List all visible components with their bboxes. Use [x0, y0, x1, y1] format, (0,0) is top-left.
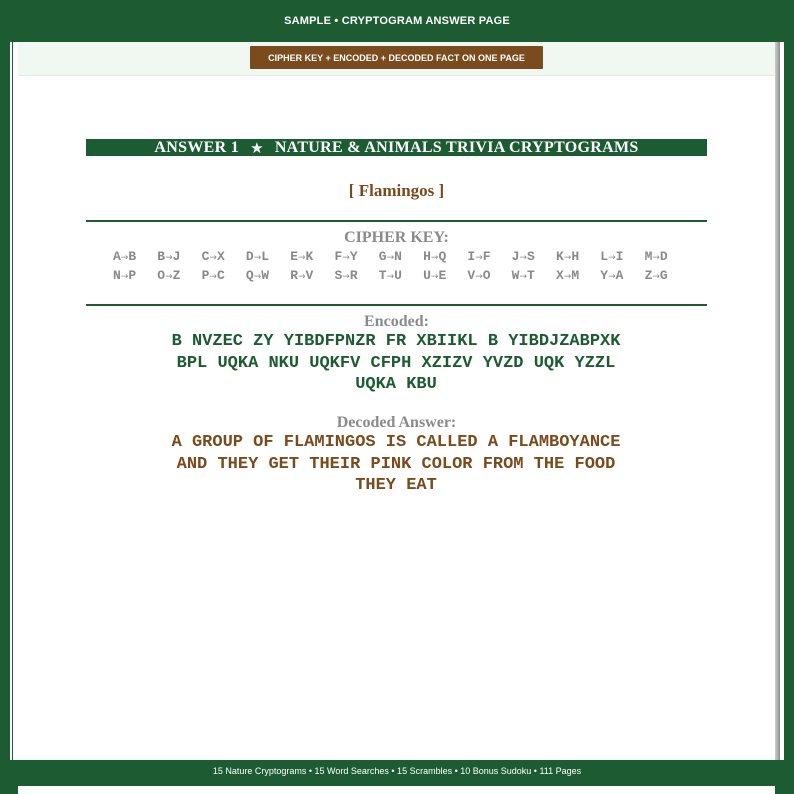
encoded-line: B NVZEC ZY YIBDFPNZR FR XBIIKL B YIBDJZABPXK — [171, 332, 621, 351]
plain-letter: I — [467, 249, 476, 264]
encoded-label: Encoded: — [364, 313, 429, 330]
cipher-letter: W — [261, 268, 270, 283]
puzzle-topic-title: [ Flamingos ] — [348, 181, 445, 200]
arrow-icon: → — [519, 253, 528, 263]
plain-letter: L — [600, 249, 609, 264]
answer-page — [18, 42, 775, 760]
footer-band — [0, 760, 794, 782]
cipher-letter: M — [571, 268, 580, 283]
cipher-letter: U — [394, 268, 402, 283]
cipher-letter: P — [128, 268, 137, 283]
frame-border-left — [8, 42, 10, 760]
encoded-line: UQKA KBU — [355, 375, 437, 394]
arrow-icon: → — [253, 272, 262, 282]
arrow-icon: → — [298, 272, 306, 282]
cipher-letter: C — [216, 268, 225, 283]
cipher-pair — [157, 249, 201, 266]
cipher-letter: E — [438, 268, 447, 283]
cipher-pair — [113, 249, 157, 266]
cipher-letter: J — [172, 249, 181, 264]
arrow-icon: → — [563, 272, 572, 282]
cipher-letter: I — [615, 249, 624, 264]
cipher-pair — [467, 268, 511, 285]
cipher-pair — [600, 249, 644, 266]
cipher-letter: S — [527, 249, 535, 264]
arrow-icon: → — [652, 272, 660, 282]
plain-letter: Y — [600, 268, 609, 283]
arrow-icon: → — [475, 272, 483, 282]
cipher-pair — [246, 268, 290, 285]
cipher-pair — [113, 268, 157, 285]
arrow-icon: → — [298, 253, 306, 263]
cipher-pair — [334, 249, 378, 266]
plain-letter: V — [467, 268, 476, 283]
cipher-letter: K — [305, 249, 314, 264]
cipher-pair — [423, 268, 467, 285]
arrow-icon: → — [120, 272, 129, 282]
next-page-edge — [18, 786, 775, 794]
cipher-pair — [379, 268, 423, 285]
arrow-icon: → — [342, 253, 350, 263]
arrow-icon: → — [165, 253, 173, 263]
arrow-icon: → — [519, 272, 528, 282]
plain-letter: Z — [644, 268, 653, 283]
encoded-text — [146, 331, 646, 396]
cipher-letter: H — [571, 249, 580, 264]
cipher-pair — [202, 249, 246, 266]
arrow-icon: → — [209, 253, 217, 263]
plain-letter: K — [555, 249, 564, 264]
frame-border-left-inner — [12, 42, 13, 760]
cipher-letter: O — [482, 268, 491, 283]
arrow-icon: → — [253, 253, 262, 263]
divider-top — [86, 220, 707, 222]
plain-letter: X — [555, 268, 564, 283]
plain-letter: O — [157, 268, 166, 283]
answer-heading — [86, 139, 707, 156]
cipher-letter: V — [305, 268, 314, 283]
arrow-icon: → — [652, 253, 660, 263]
cipher-letter: N — [394, 249, 402, 264]
decoded-line: A GROUP OF FLAMINGOS IS CALLED A FLAMBOYANCE — [171, 433, 621, 452]
cipher-letter: T — [527, 268, 535, 283]
plain-letter: M — [644, 249, 653, 264]
frame-border-right — [784, 42, 786, 760]
cipher-pair — [467, 249, 511, 266]
plain-letter: B — [157, 249, 166, 264]
arrow-icon: → — [120, 253, 129, 263]
arrow-icon: → — [475, 253, 483, 263]
cipher-pair — [512, 249, 556, 266]
cipher-letter: G — [659, 268, 668, 283]
arrow-icon: → — [386, 253, 395, 263]
arrow-icon: → — [430, 253, 439, 263]
encoded-line: BPL UQKA NKU UQKFV CFPH XZIZV YVZD UQK YZZL — [176, 353, 616, 373]
decoded-line: AND THEY GET THEIR PINK COLOR FROM THE FOOD — [176, 454, 616, 474]
answer-category: NATURE & ANIMALS TRIVIA CRYPTOGRAMS — [274, 138, 639, 156]
star-icon: ★ — [250, 138, 264, 157]
decoded-line: THEY EAT — [355, 476, 437, 495]
cipher-letter: X — [216, 249, 225, 264]
divider-middle — [86, 304, 707, 306]
cipher-pair — [290, 268, 334, 285]
arrow-icon: → — [608, 272, 616, 282]
plain-letter: P — [201, 268, 210, 283]
cipher-pair — [290, 249, 334, 266]
plain-letter: R — [290, 268, 298, 283]
decoded-answer-text — [146, 432, 646, 497]
arrow-icon: → — [430, 272, 439, 282]
plain-letter: G — [378, 249, 387, 264]
cipher-pair — [379, 249, 423, 266]
cipher-pair — [645, 249, 689, 266]
cipher-letter: Z — [172, 268, 181, 283]
plain-letter: E — [290, 249, 298, 264]
cipher-letter: D — [659, 249, 668, 264]
arrow-icon: → — [563, 253, 572, 263]
plain-letter: H — [423, 249, 431, 264]
cipher-pair — [600, 268, 644, 285]
top-banner — [0, 0, 794, 42]
plain-letter: A — [113, 249, 121, 264]
cipher-pair — [246, 249, 290, 266]
plain-letter: N — [113, 268, 121, 283]
cipher-letter: Y — [349, 249, 358, 264]
cipher-key-grid — [113, 249, 693, 285]
plain-letter: T — [378, 268, 387, 283]
plain-letter: U — [423, 268, 431, 283]
arrow-icon: → — [386, 272, 395, 282]
cipher-key-label: CIPHER KEY: — [344, 229, 449, 246]
cipher-summary-label: CIPHER KEY + ENCODED + DECODED FACT ON ONE PAGE — [268, 52, 525, 63]
cipher-pair — [423, 249, 467, 266]
plain-letter: F — [334, 249, 343, 264]
plain-letter: W — [511, 268, 520, 283]
footer-summary: 15 Nature Cryptograms • 15 Word Searches • 15 Scrambles • 10 Bonus Sudoku • 111 Pages — [212, 766, 582, 776]
cipher-pair — [512, 268, 556, 285]
cipher-pair — [157, 268, 201, 285]
arrow-icon: → — [608, 253, 616, 263]
cipher-letter: Q — [438, 249, 447, 264]
cipher-pair — [556, 249, 600, 266]
banner-title: SAMPLE • CRYPTOGRAM ANSWER PAGE — [284, 15, 510, 27]
cipher-pair — [645, 268, 689, 285]
cipher-letter: F — [482, 249, 491, 264]
decoded-answer-label: Decoded Answer: — [336, 414, 457, 431]
arrow-icon: → — [209, 272, 217, 282]
arrow-icon: → — [165, 272, 173, 282]
plain-letter: D — [245, 249, 254, 264]
cipher-letter: R — [349, 268, 358, 283]
plain-letter: S — [334, 268, 343, 283]
arrow-icon: → — [342, 272, 350, 282]
cipher-letter: L — [261, 249, 270, 264]
plain-letter: Q — [245, 268, 254, 283]
cipher-pair — [556, 268, 600, 285]
cipher-letter: B — [128, 249, 137, 264]
plain-letter: C — [201, 249, 210, 264]
answer-number: ANSWER 1 — [154, 138, 240, 156]
cipher-pair — [202, 268, 246, 285]
page-edge-shadow — [775, 42, 780, 760]
plain-letter: J — [511, 249, 520, 264]
cipher-summary-button[interactable] — [250, 46, 543, 69]
cipher-pair — [334, 268, 378, 285]
cipher-letter: A — [615, 268, 624, 283]
